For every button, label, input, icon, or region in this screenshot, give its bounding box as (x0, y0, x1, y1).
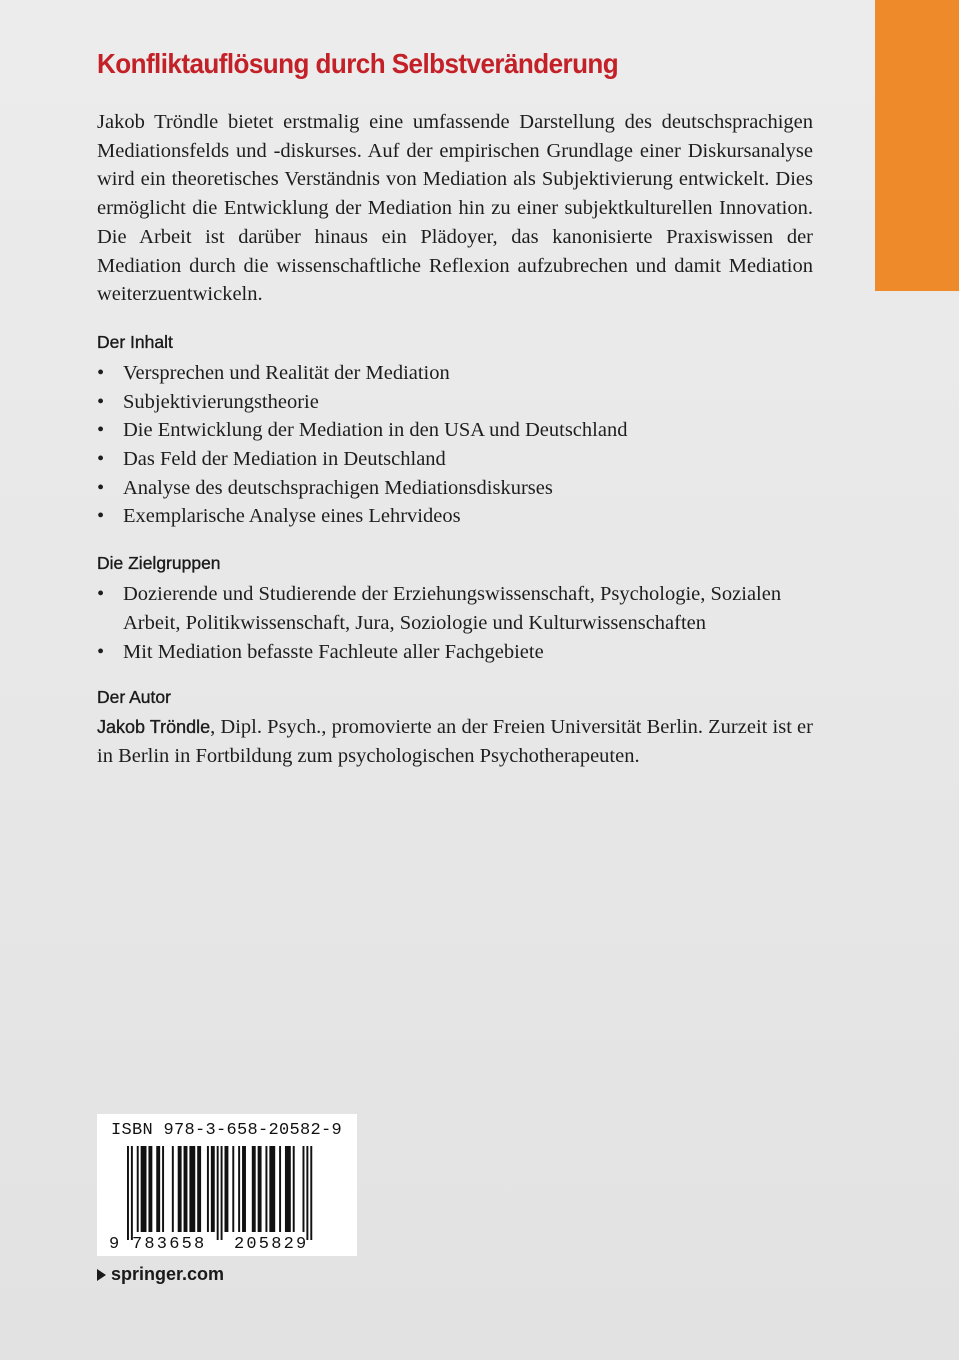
barcode-digits-right: 205829 (234, 1235, 309, 1254)
publisher-label: springer.com (111, 1264, 225, 1284)
barcode-bar (184, 1146, 188, 1232)
list-item: • Die Entwicklung der Mediation in den USA und Deutschland (97, 416, 813, 445)
bullet-icon: • (97, 448, 105, 471)
bullet-icon: • (97, 640, 105, 663)
section-heading-autor: Der Autor (97, 687, 171, 708)
section-heading-zielgruppen: Die Zielgruppen (97, 553, 221, 574)
arrow-right-icon (97, 1269, 106, 1281)
bullet-icon: • (97, 476, 105, 499)
barcode-bar (306, 1146, 308, 1240)
barcode-bar (127, 1146, 129, 1240)
barcode-bar (189, 1146, 195, 1232)
bullet-icon: • (97, 505, 105, 528)
isbn-number: ISBN 978-3-658-20582-9 (111, 1121, 343, 1140)
publisher-link[interactable] (97, 1262, 224, 1286)
barcode-bar (225, 1146, 229, 1232)
barcode-bar (279, 1146, 281, 1232)
barcode-bar (232, 1146, 234, 1232)
orange-accent-bar (875, 0, 959, 291)
author-bio (97, 713, 813, 770)
list-item: • Subjektivierungstheorie (97, 388, 813, 417)
barcode-bar (303, 1146, 305, 1232)
bullet-icon: • (97, 583, 105, 606)
barcode-bar (293, 1146, 295, 1232)
barcode-bar (156, 1146, 160, 1232)
list-item: • Das Feld der Mediation in Deutschland (97, 445, 813, 474)
section-heading-inhalt: Der Inhalt (97, 331, 173, 352)
book-title: Konfliktauflösung durch Selbstveränderung (97, 48, 619, 79)
list-item: • Dozierende und Studierende der Erziehungswissenschaft, Psychologie, Sozialen Arbeit, Politikwissenschaft, Jura, Soziologie und Kulturwissenschaften (97, 580, 813, 637)
barcode-bar (258, 1146, 262, 1232)
barcode-bar (162, 1146, 164, 1232)
list-item: • Mit Mediation befasste Fachleute aller Fachgebiete (97, 638, 813, 667)
barcode-bar (285, 1146, 291, 1232)
list-item: • Versprechen und Realität der Mediation (97, 359, 813, 388)
barcode-bar (131, 1146, 133, 1240)
back-cover-content (97, 44, 813, 771)
barcode-bar (172, 1146, 174, 1232)
author-name: Jakob Tröndle (97, 717, 211, 738)
bullet-icon: • (97, 419, 105, 442)
inhalt-list (97, 359, 813, 531)
list-item: • Exemplarische Analyse eines Lehrvideos (97, 502, 813, 531)
barcode-bar (141, 1146, 147, 1232)
barcode-bar (242, 1146, 246, 1232)
barcode-bar (178, 1146, 182, 1232)
barcode-digits-left: 783658 (132, 1235, 207, 1254)
barcode-bar (148, 1146, 152, 1232)
barcode-bar (252, 1146, 256, 1232)
barcode-bar (265, 1146, 267, 1232)
bullet-icon: • (97, 390, 105, 413)
barcode-digit-lead: 9 (109, 1235, 120, 1254)
list-item: • Analyse des deutschsprachigen Mediationsdiskurses (97, 474, 813, 503)
book-blurb: Jakob Tröndle bietet erstmalig eine umfassende Darstellung des deutschsprachigen Mediationsfelds und -diskurses. Auf der empirischen Grundlage einer Diskursanalyse wird ein theoretisches Verständnis von Mediation als Subjektivierung entwickelt. Dies ermöglicht die Entwicklung der Mediation hin zu einer subjektkulturellen Innovation. Die Arbeit ist darüber hinaus ein Plädoyer, das kanonisierte Praxiswissen der Mediation durch die wissenschaftliche Reflexion aufzubrechen und damit Mediation weiterzuentwickeln. (97, 111, 813, 306)
barcode-bar (137, 1146, 139, 1232)
barcode-bar (197, 1146, 201, 1232)
barcode-bar (310, 1146, 312, 1240)
barcode-bars (127, 1146, 312, 1240)
barcode-bar (207, 1146, 209, 1232)
author-bio-text: , Dipl. Psych., promovierte an der Freien Universität Berlin. Zurzeit ist er in Berlin in Fortbildung zum psychologischen Psychotherapeuten. (97, 716, 813, 767)
bullet-icon: • (97, 361, 105, 384)
barcode-bar (269, 1146, 275, 1232)
barcode-bar (221, 1146, 223, 1240)
barcode-bar (217, 1146, 219, 1240)
zielgruppen-list (97, 580, 813, 666)
barcode-bar (211, 1146, 215, 1232)
isbn-barcode (97, 1114, 357, 1256)
barcode-bar (238, 1146, 240, 1232)
